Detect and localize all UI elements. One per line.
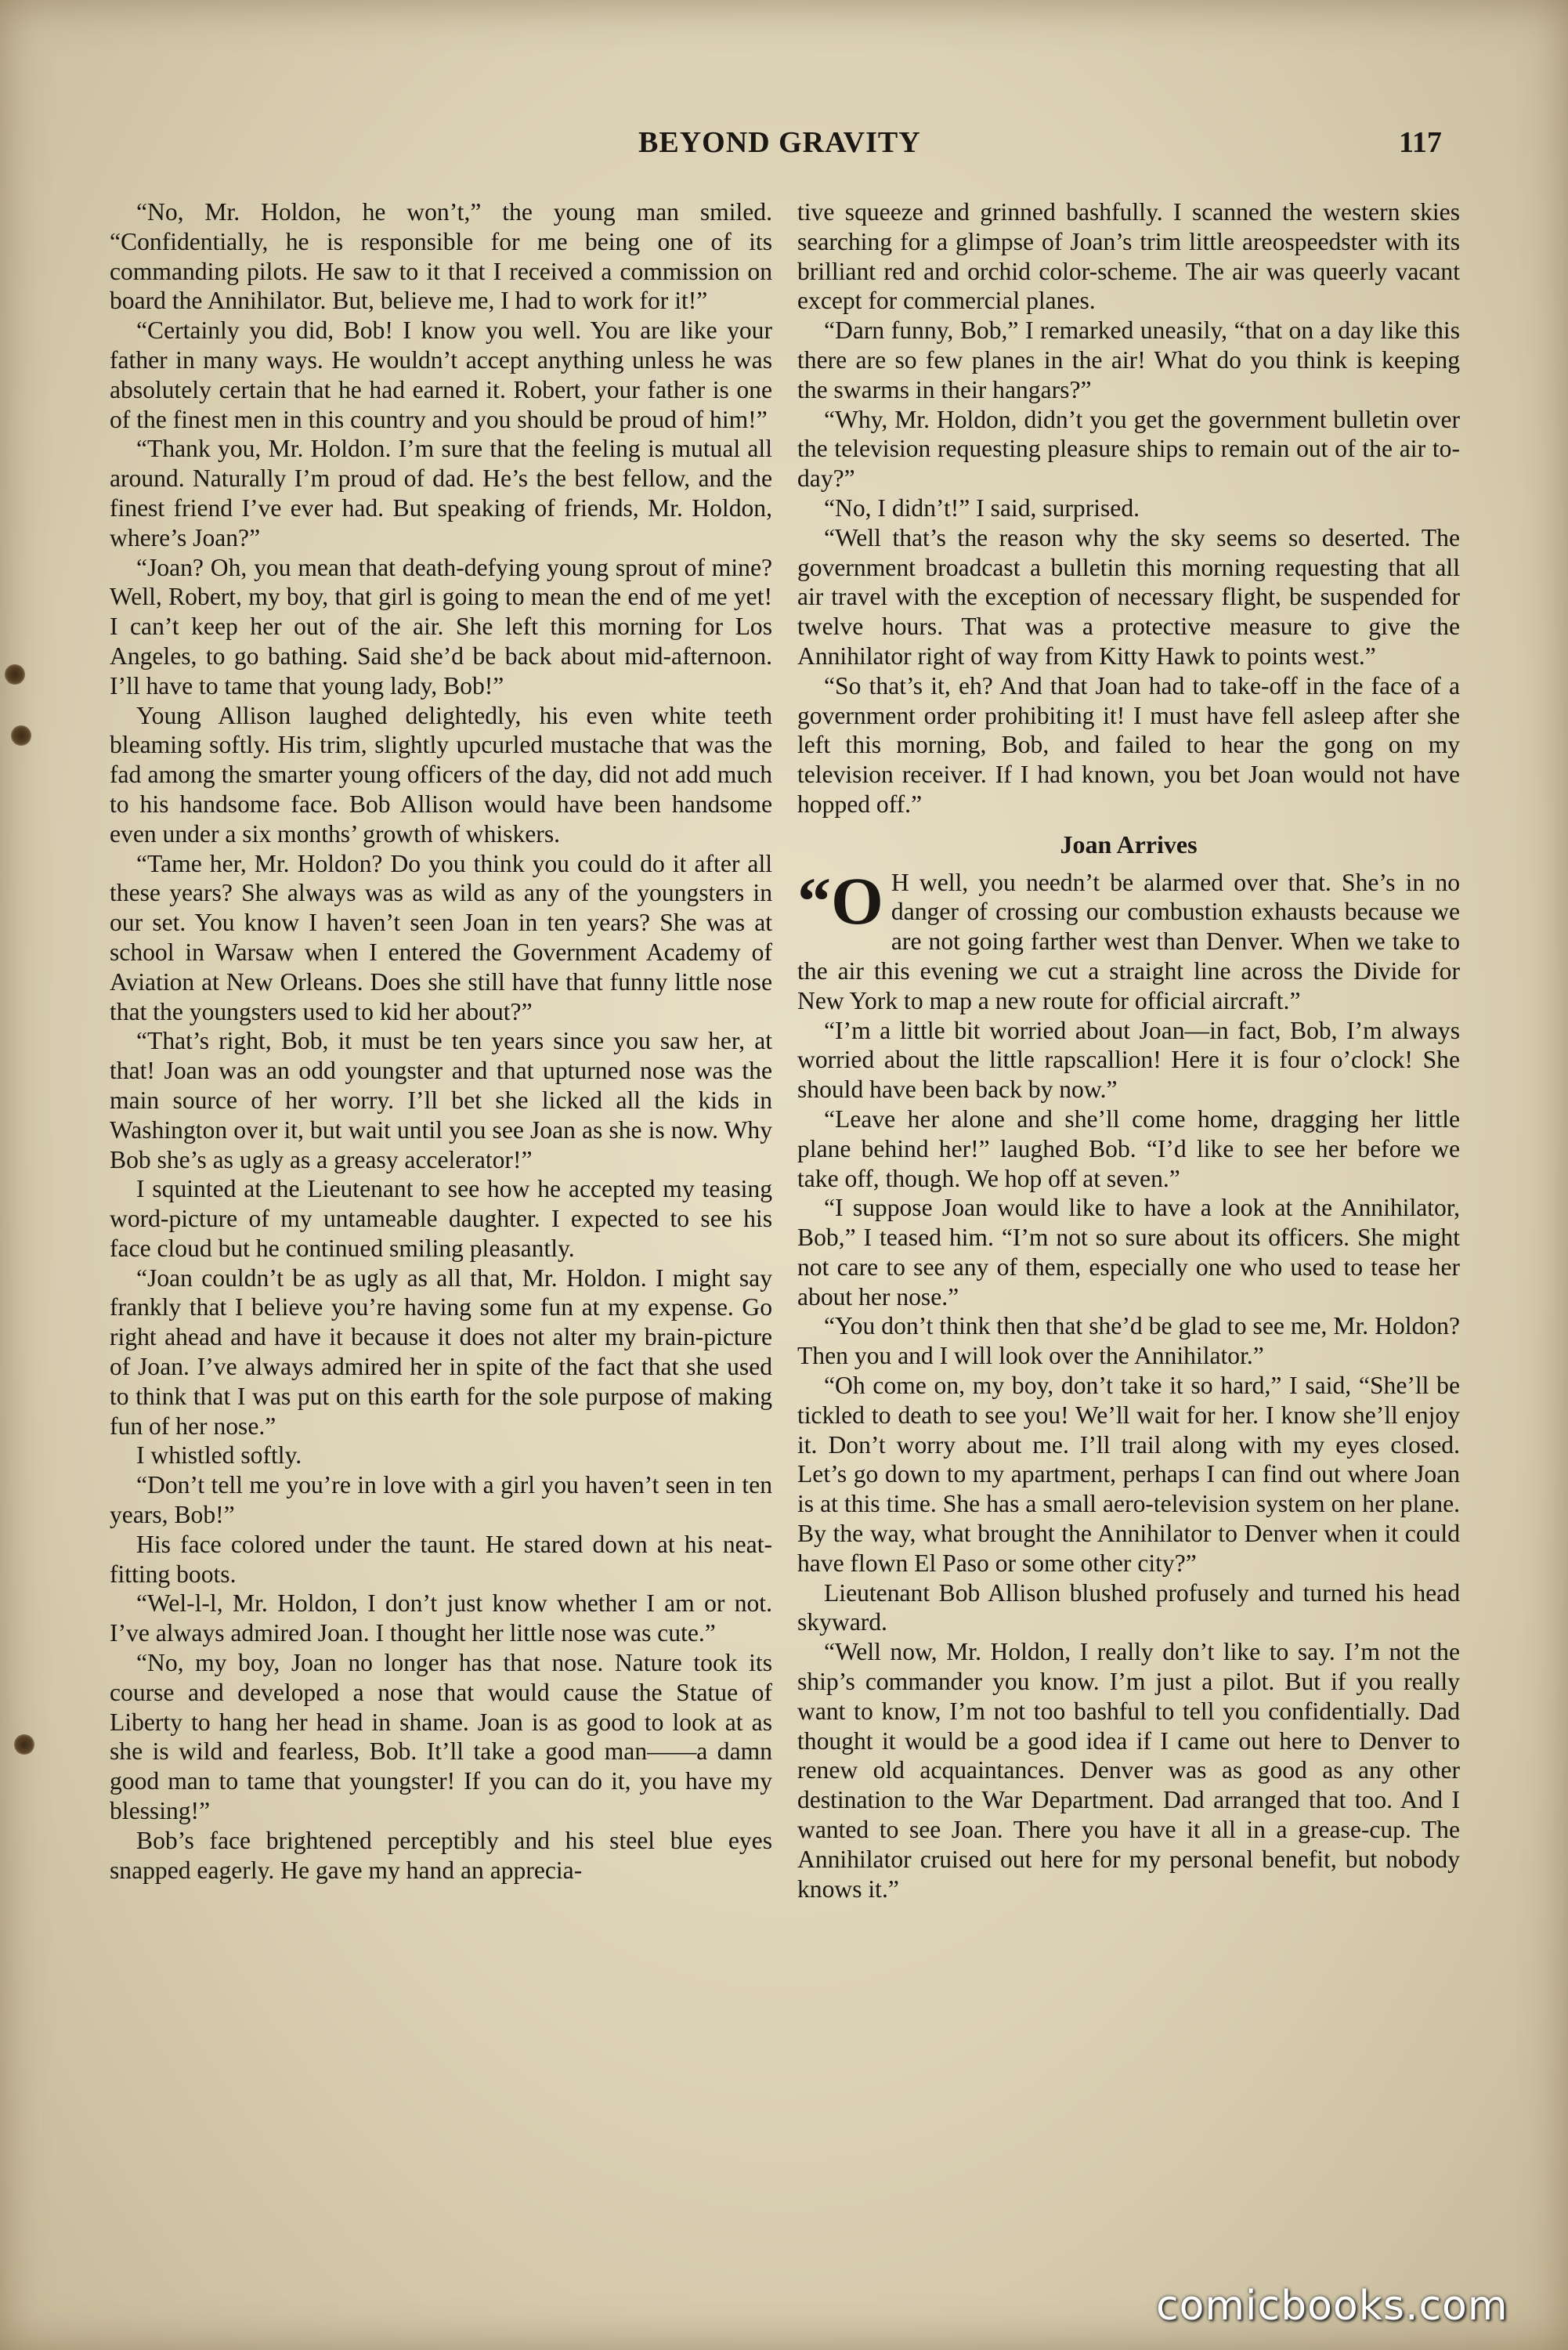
paragraph: “I suppose Joan would like to have a look at the Annihilator, Bob,” I teased him. “I’m not so sure about its officers. She might not care to see any of them, especially one who used to tease her about her nose.” xyxy=(797,1194,1460,1311)
paragraph: “That’s right, Bob, it must be ten years since you saw her, at that! Joan was an odd youngster and that upturned nose was the main source of her worry. I’ll bet she licked all the kids in Washington over it, but wait until you see Joan as she is now. Why Bob she’s as ugly as a greasy accelerator!” xyxy=(110,1027,772,1173)
paragraph: Bob’s face brightened perceptibly and his steel blue eyes snapped eagerly. He gave my hand an apprecia- xyxy=(110,1826,772,1884)
section-heading: Joan Arrives xyxy=(1060,830,1198,859)
paragraph: “So that’s it, eh? And that Joan had to take-off in the face of a government order prohibiting it! I must have fell asleep after she left this morning, Bob, and failed to hear the gong on my television receiver. If I had known, you bet Joan would not have hopped off.” xyxy=(797,671,1460,818)
paragraph: Young Allison laughed delightedly, his even white teeth bleaming softly. His trim, slightly upcurled mustache that was the fad among the smarter young officers of the day, did not add much to his handsome face. Bob Allison would have been handsome even under a six months’ growth of whiskers. xyxy=(110,701,772,848)
drop-cap xyxy=(797,862,883,938)
paragraph: “No, Mr. Holdon, he won’t,” the young man smiled. “Confidentially, he is responsible for me being one of its commanding pilots. He saw to it that I received a commission on board the Annihilator. But, believe me, I had to work for it!” xyxy=(110,198,772,315)
paragraph: “No, my boy, Joan no longer has that nose. Nature took its course and developed a nose that would cause the Statue of Liberty to hang her head in shame. Joan is as good to look at as she is wild and fearless, Bob. It’ll take a good man——a damn good man to tame that youngster! If you can do it, you have my blessing!” xyxy=(110,1649,772,1825)
drop-cap-letter: O xyxy=(831,862,883,938)
drop-cap-paragraph xyxy=(797,862,1460,1016)
paragraph: “Well now, Mr. Holdon, I really don’t like to say. I’m not the ship’s commander you know. I’m just a pilot. But if you really want to know, I’m not too bashful to tell you confidentially. Dad thought it would be a good idea if I came out here to Denver to renew old acquaintances. Denver was as good as any other destination to the War Department. Dad arranged that too. And I wanted to see Joan. There you have it all in a grease-cup. The Annihilator cruised out here for my personal benefit, but nobody knows it.” xyxy=(797,1638,1460,1903)
paragraph: I squinted at the Lieutenant to see how he accepted my teasing word-picture of my untameable daughter. I expected to see his face cloud but he continued smiling pleasantly. xyxy=(110,1175,772,1262)
paragraph: “Certainly you did, Bob! I know you well. You are like your father in many ways. He wouldn’t accept anything unless he was absolutely certain that he had earned it. Robert, your father is one of the finest men in this country and you should be proud of him!” xyxy=(110,316,772,433)
paragraph: “Darn funny, Bob,” I remarked uneasily, “that on a day like this there are so few planes in the air! What do you think is keeping the swarms in their hangars?” xyxy=(797,316,1460,403)
paragraph: “Don’t tell me you’re in love with a girl you haven’t seen in ten years, Bob!” xyxy=(110,1471,772,1529)
paragraph: “Leave her alone and she’ll come home, dragging her little plane behind her!” laughed Bob. “I’d like to see her before we take off, though. We hop off at seven.” xyxy=(797,1104,1460,1192)
paragraph: “Joan couldn’t be as ugly as all that, Mr. Holdon. I might say frankly that I believe you’re having some fun at my expense. Go right ahead and have it because it does not alter my brain-picture of Joan. I’ve always admired her in spite of the fact that she used to think that I was put on this earth for the sole purpose of making fun of her nose.” xyxy=(110,1264,772,1440)
binding-hole-bottom xyxy=(14,1734,34,1755)
paragraph: “Tame her, Mr. Holdon? Do you think you could do it after all these years? She always was as wild as any of the youngsters in our set. You know I haven’t seen Joan in ten years? She was at school in Warsaw when I entered the Government Academy of Aviation at New Orleans. Does she still have that funny little nose that the youngsters used to kid her about?” xyxy=(110,849,772,1025)
drop-quote: “ xyxy=(797,862,831,938)
paragraph: I whistled softly. xyxy=(136,1441,302,1470)
paragraph: Lieutenant Bob Allison blushed profusely and turned his head skyward. xyxy=(797,1578,1460,1636)
page-number: 117 xyxy=(1399,126,1442,159)
paragraph: “Joan? Oh, you mean that death-defying young sprout of mine? Well, Robert, my boy, that girl is going to mean the end of me yet! I can’t keep her out of the air. She left this morning for Los Angeles, to go bathing. Said she’d be back about mid-afternoon. I’ll have to tame that young lady, Bob!” xyxy=(110,553,772,700)
paragraph: His face colored under the taunt. He stared down at his neat-fitting boots. xyxy=(110,1530,772,1588)
running-title: BEYOND GRAVITY xyxy=(638,126,921,159)
continued-paragraph: tive squeeze and grinned bashfully. I scanned the western skies searching for a glimpse of Joan’s trim little areospeedster with its brilliant red and orchid color-scheme. The air was queerly vacant except for commercial planes. xyxy=(797,198,1460,315)
paragraph: “No, I didn’t!” I said, surprised. xyxy=(824,494,1140,522)
left-column xyxy=(110,197,772,1885)
paragraph: “I’m a little bit worried about Joan—in fact, Bob, I’m always worried about the little rapscallion! Here it is four o’clock! She should have been back by now.” xyxy=(797,1016,1460,1104)
right-column xyxy=(797,197,1460,1904)
drop-cap-paragraph-text: H well, you needn’t be alarmed over that. She’s in no danger of crossing our combustion exhausts because we are not going farther west than Denver. When we take to the air this evening we cut a straight line across the Divide for New York to map a new route for official aircraft.” xyxy=(797,868,1460,1014)
binding-hole-middle xyxy=(11,725,31,746)
site-watermark: comicbooks.com xyxy=(1156,2283,1508,2330)
paragraph: “Thank you, Mr. Holdon. I’m sure that the feeling is mutual all around. Naturally I’m proud of dad. He’s the best fellow, and the finest friend I’ve ever had. But speaking of friends, Mr. Holdon, where’s Joan?” xyxy=(110,435,772,551)
paragraph: “Oh come on, my boy, don’t take it so hard,” I said, “She’ll be tickled to death to see you! We’ll wait for her. I know she’ll enjoy it. Don’t worry about me. I’ll trail along with my eyes closed. Let’s go down to my apartment, perhaps I can find out where Joan is at this time. She has a small aero-television system on her plane. By the way, what brought the Annihilator to Denver when it could have flown El Paso or some other city?” xyxy=(797,1372,1460,1577)
paragraph: “Well that’s the reason why the sky seems so deserted. The government broadcast a bulletin this morning requesting that all air travel with the exception of necessary flight, be suspended for twelve hours. That was a protective measure to give the Annihilator right of way from Kitty Hawk to points west.” xyxy=(797,523,1460,670)
binding-hole-top xyxy=(5,664,25,685)
paragraph: “Why, Mr. Holdon, didn’t you get the government bulletin over the television requesting pleasure ships to remain out of the air to-day?” xyxy=(797,405,1460,493)
paragraph: “Wel-l-l, Mr. Holdon, I don’t just know whether I am or not. I’ve always admired Joan. I thought her little nose was cute.” xyxy=(110,1589,772,1647)
paragraph: “You don’t think then that she’d be glad to see me, Mr. Holdon? Then you and I will look over the Annihilator.” xyxy=(797,1312,1460,1370)
page-header xyxy=(0,125,1568,164)
